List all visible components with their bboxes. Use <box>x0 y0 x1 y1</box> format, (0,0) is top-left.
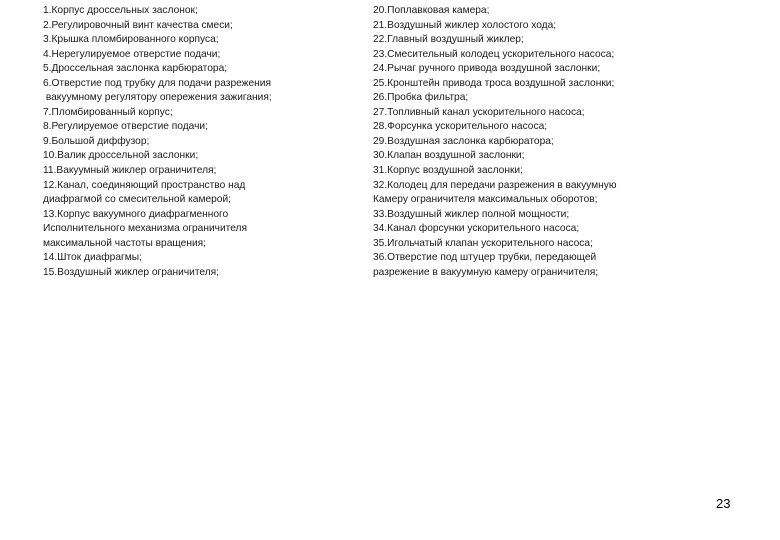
legend-line: 22.Главный воздушный жиклер; <box>373 34 524 46</box>
legend-line: 21.Воздушный жиклер холостого хода; <box>373 19 557 31</box>
legend-line: 27.Топливный канал ускорительного насоса; <box>373 106 585 118</box>
legend-line: 4.Нерегулируемое отверстие подачи; <box>43 48 221 60</box>
legend-line: 31.Корпус воздушной заслонки; <box>373 165 523 177</box>
legend-line: 28.Форсунка ускорительного насоса; <box>373 121 548 133</box>
legend-line: разрежение в вакуумную камеру ограничителя; <box>373 266 599 278</box>
legend-line: 1.Корпус дроссельных заслонок; <box>43 5 198 16</box>
legend-line: максимальной частоты вращения; <box>43 237 206 249</box>
legend-line: Камеру ограничителя максимальных оборотов; <box>373 194 598 206</box>
legend-line: 7.Пломбированный корпус; <box>43 106 173 118</box>
legend-right-column <box>373 4 713 280</box>
legend-line: 14.Шток диафрагмы; <box>43 252 142 264</box>
legend-line: 23.Смесительный колодец ускорительного насоса; <box>373 48 615 60</box>
legend-line: 11.Вакуумный жиклер ограничителя; <box>43 165 217 177</box>
legend-line: 9.Большой диффузор; <box>43 135 150 147</box>
legend-line: 24.Рычаг ручного привода воздушной заслонки; <box>373 63 601 75</box>
legend-line: 32.Колодец для передачи разрежения в вакуумную <box>373 179 617 191</box>
legend-line: 12.Канал, соединяющий пространство над <box>43 179 246 191</box>
legend-line: 13.Корпус вакуумного диафрагменного <box>43 208 229 220</box>
legend-line: 3.Крышка пломбированного корпуса; <box>43 34 219 46</box>
legend-line: 5.Дроссельная заслонка карбюратора; <box>43 63 228 75</box>
legend-line: 20.Поплавковая камера; <box>373 5 490 16</box>
legend-line: 25.Кронштейн привода троса воздушной заслонки; <box>373 77 615 89</box>
legend-line: 10.Валик дроссельной заслонки; <box>43 150 199 162</box>
legend-line: 29.Воздушная заслонка карбюратора; <box>373 135 554 147</box>
legend-line: 33.Воздушный жиклер полной мощности; <box>373 208 570 220</box>
legend-line: 26.Пробка фильтра; <box>373 92 469 104</box>
legend-line: 15.Воздушный жиклер ограничителя; <box>43 266 220 278</box>
legend-line: 34.Канал форсунки ускорительного насоса; <box>373 223 580 235</box>
legend-line: Исполнительного механизма ограничителя <box>43 223 247 235</box>
legend-line: диафрагмой со смесительной камерой; <box>43 194 231 206</box>
legend-line: 36.Отверстие под штуцер трубки, передающей <box>373 252 597 264</box>
legend-line: 6.Отверстие под трубку для подачи разрежения <box>43 77 271 89</box>
page-number: 23 <box>716 496 731 511</box>
legend-line: 35.Игольчатый клапан ускорительного насоса; <box>373 237 593 249</box>
legend-left-column <box>43 4 363 280</box>
legend-line: вакуумному регулятору опережения зажигания; <box>43 92 272 104</box>
legend-line: 30.Клапан воздушной заслонки; <box>373 150 525 162</box>
legend-line: 8.Регулируемое отверстие подачи; <box>43 121 208 133</box>
legend-line: 2.Регулировочный винт качества смеси; <box>43 19 233 31</box>
